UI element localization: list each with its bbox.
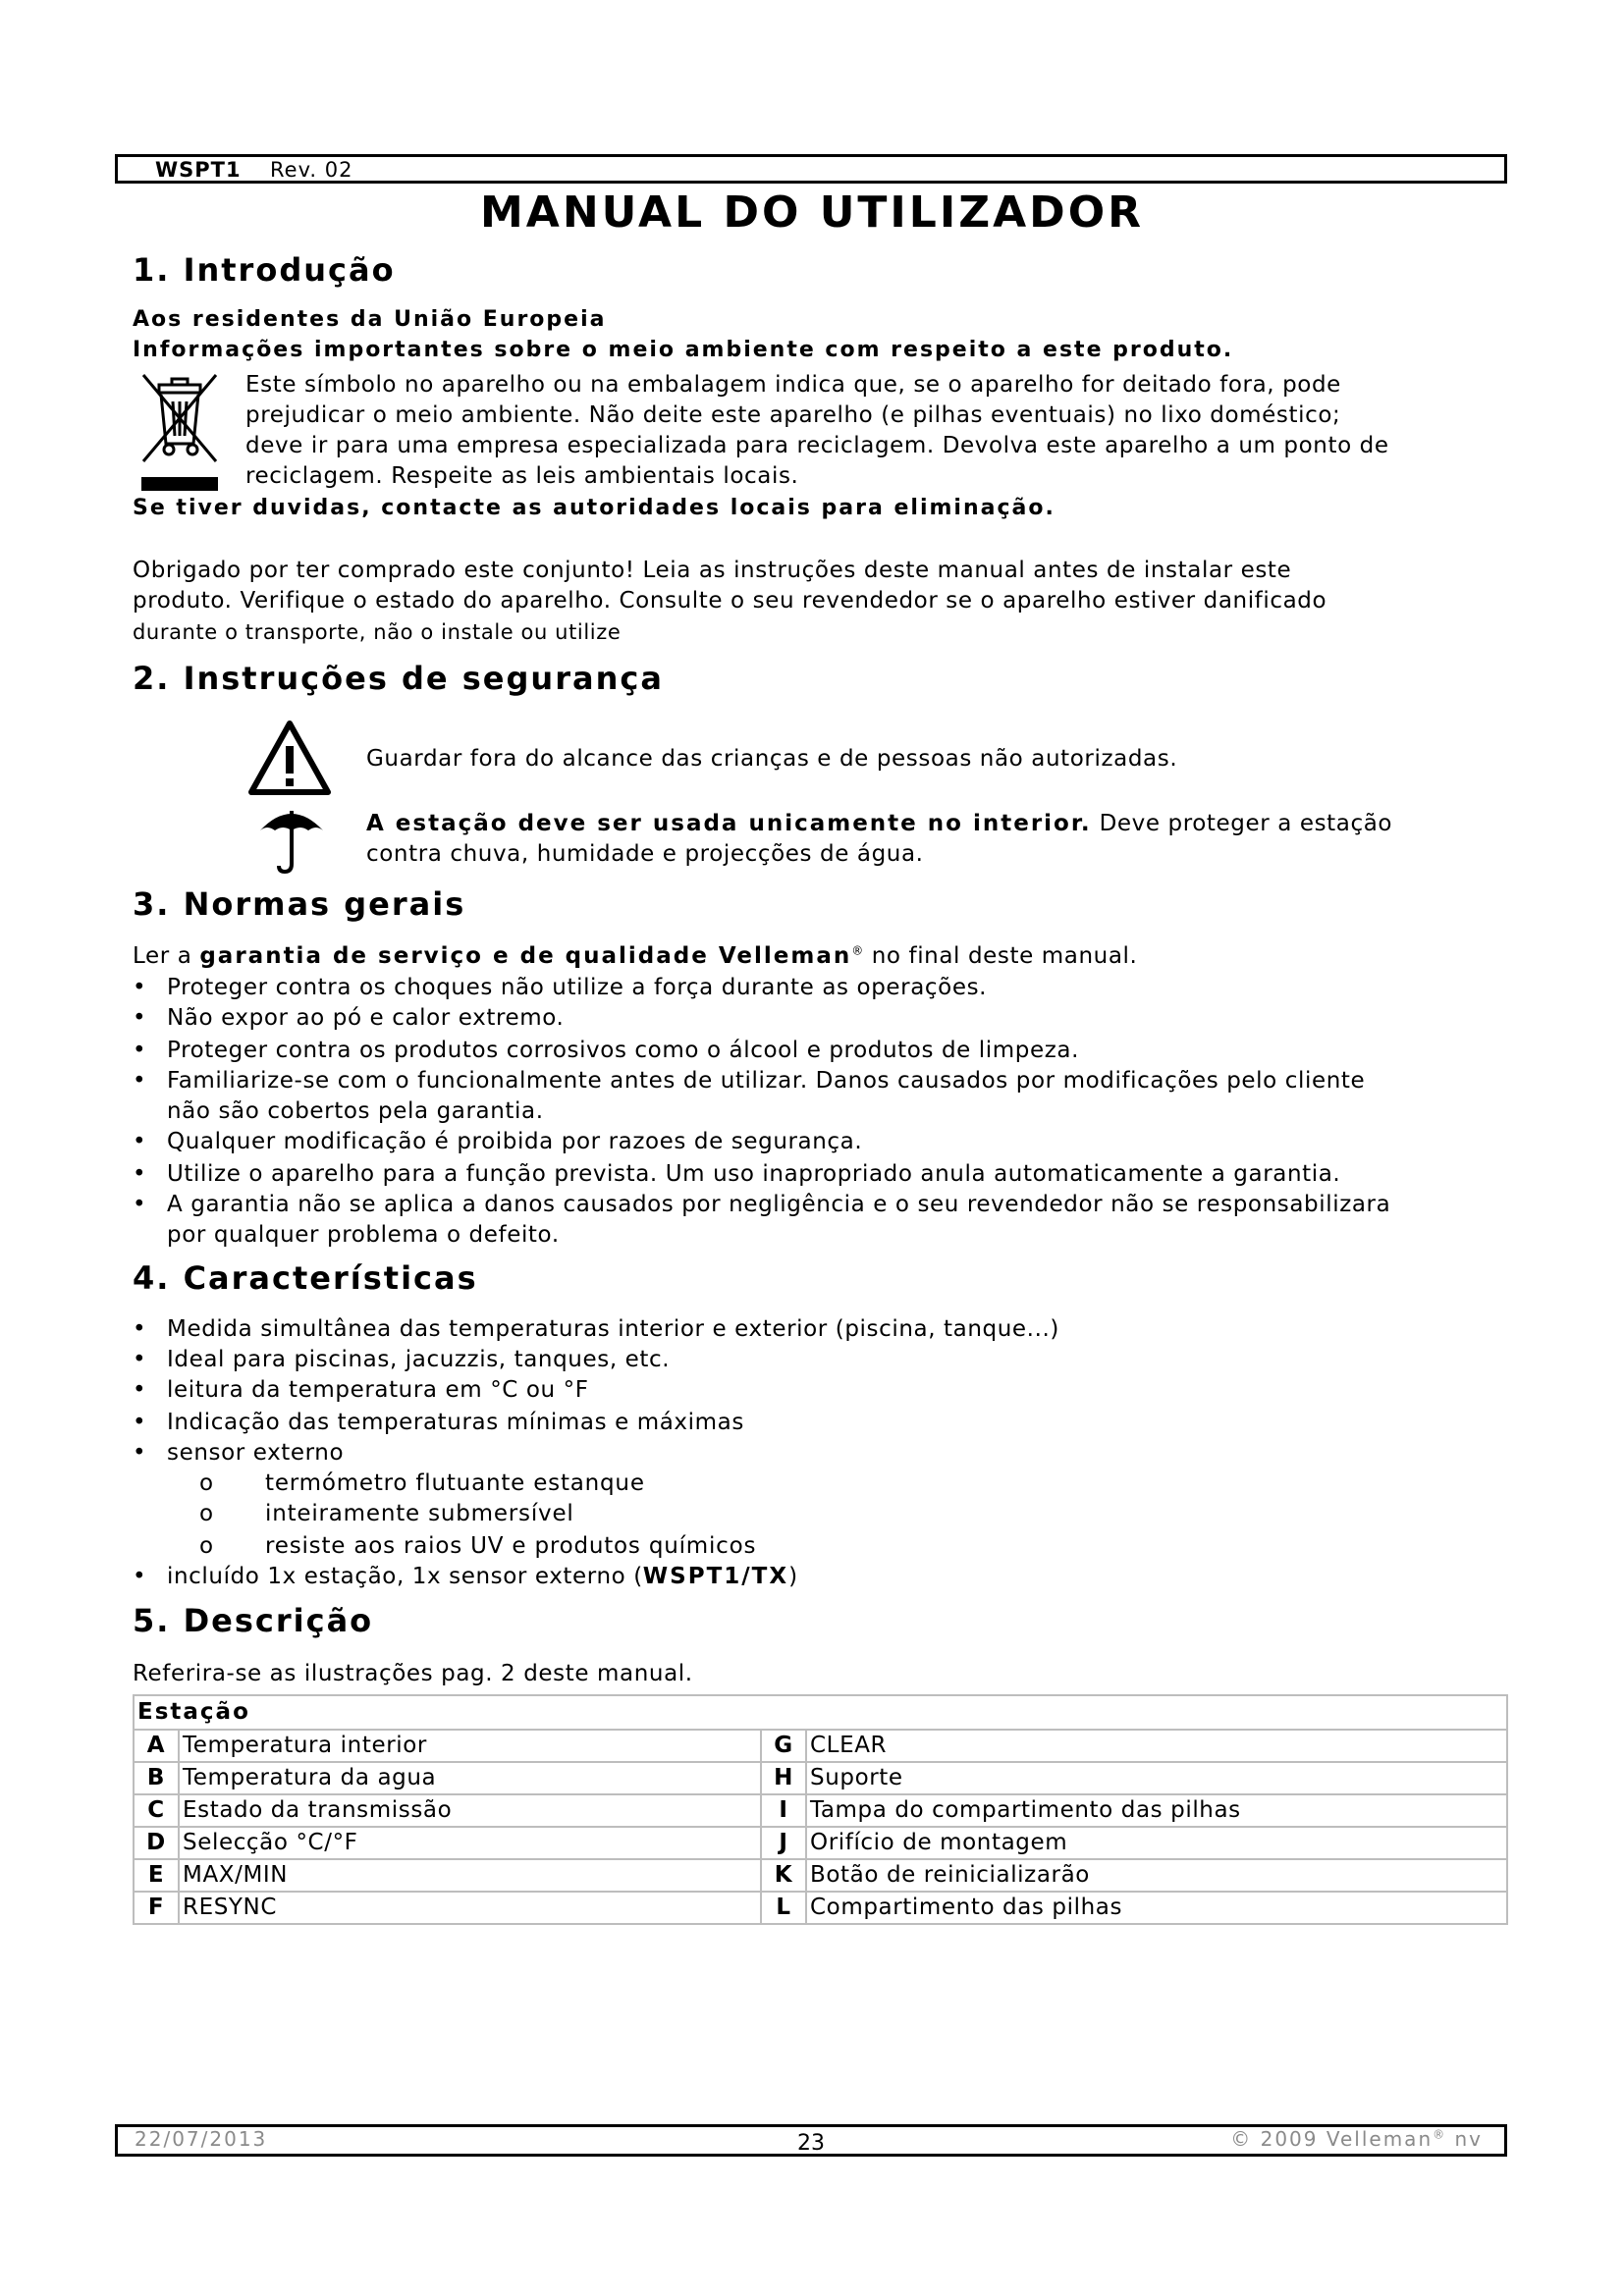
umbrella-icon <box>257 803 326 876</box>
table-row: E MAX/MIN K Botão de reinicializarão <box>134 1859 1507 1892</box>
parts-table <box>133 1694 1508 1925</box>
indoor-use-line-2: contra chuva, humidade e projecções de água. <box>366 841 924 867</box>
weee-bin-icon <box>135 367 224 495</box>
warranty-bold: garantia de serviço e de qualidade Velleman <box>199 943 852 969</box>
sub-list-item: resiste aos raios UV e produtos químicos <box>265 1533 757 1559</box>
footer-bar <box>115 2124 1507 2157</box>
table-row: C Estado da transmissão I Tampa do compartimento das pilhas <box>134 1794 1507 1827</box>
page-number: 23 <box>797 2131 825 2156</box>
thanks-line-1: Obrigado por ter comprado este conjunto! Leia as instruções deste manual antes de instalar este <box>133 558 1292 583</box>
model-number: WSPT1 <box>155 158 242 182</box>
warranty-post: no final deste manual. <box>863 943 1138 969</box>
section-heading-safety: 2. Instruções de segurança <box>133 660 664 697</box>
warning-children: Guardar fora do alcance das crianças e de pessoas não autorizadas. <box>366 746 1178 772</box>
sub-list-item: termómetro flutuante estanque <box>265 1470 645 1496</box>
page-title: MANUAL DO UTILIZADOR <box>480 187 1144 238</box>
sub-list-item: inteiramente submersível <box>265 1501 574 1526</box>
table-row: B Temperatura da agua H Suporte <box>134 1762 1507 1794</box>
section-heading-features: 4. Características <box>133 1259 478 1297</box>
footer-copyright: © 2009 Velleman® nv <box>1230 2127 1483 2151</box>
weee-line-2: prejudicar o meio ambiente. Não deite este aparelho (e pilhas eventuais) no lixo doméstico; <box>245 402 1341 428</box>
header-bar <box>115 154 1507 184</box>
table-row: F RESYNC L Compartimento das pilhas <box>134 1892 1507 1924</box>
revision: Rev. 02 <box>270 158 353 182</box>
registered-mark: ® <box>851 943 864 958</box>
weee-line-3: deve ir para uma empresa especializada para reciclagem. Devolva este aparelho a um ponto de <box>245 433 1389 458</box>
sub-bullet-marker: o <box>199 1533 214 1559</box>
weee-line-4: reciclagem. Respeite as leis ambientais locais. <box>245 463 799 489</box>
thanks-line-2: produto. Verifique o estado do aparelho. Consulte o seu revendedor se o aparelho estiver danificado <box>133 588 1327 614</box>
indoor-use <box>366 811 1392 836</box>
indoor-use-rest: Deve proteger a estação <box>1091 811 1393 836</box>
section-heading-intro: 1. Introdução <box>133 251 396 289</box>
env-info: Informações importantes sobre o meio ambiente com respeito a este produto. <box>133 338 1234 362</box>
table-title: Estação <box>134 1695 1507 1730</box>
footer-date: 22/07/2013 <box>135 2127 268 2151</box>
table-row: A Temperatura interior G CLEAR <box>134 1730 1507 1762</box>
list-item-continuation: por qualquer problema o defeito. <box>167 1222 560 1248</box>
warranty-pre: Ler a <box>133 943 200 969</box>
indoor-use-bold: A estação deve ser usada unicamente no interior. <box>366 811 1092 836</box>
warranty-intro <box>133 943 1137 969</box>
eu-residents: Aos residentes da União Europeia <box>133 307 607 332</box>
warning-triangle-icon <box>247 719 332 797</box>
section-heading-general: 3. Normas gerais <box>133 885 466 923</box>
manual-page: WSPT1 Rev. 02 MANUAL DO UTILIZADOR 1. Introdução Aos residentes da União Europeia Informações importantes sobre o meio ambiente com respeito a este produto. Este símbolo no aparelho ou na embalagem indica que, se o aparelho for deitado fora, pode prejudicar o meio ambiente. Não deite este aparelho (e pilhas eventuais) no lixo doméstico; deve ir para uma empresa especializada para reciclagem. Devolva este aparelho a um ponto de reciclagem. Respeite as leis ambientais locais. Se tiver duvidas, contacte as autoridades locais para eliminação. Obrigado por ter comprado este conjunto! Leia as instruções deste manual antes de instalar este produto. Verifique o estado do aparelho. Consulte o seu revendedor se o aparelho estiver danificado durante o transporte, não o instale ou utilize 2. Instruções de segurança Guardar fora do alcance das crianças e de pessoas não autorizadas. A estação deve ser usada unicamente no interior. Deve proteger a estação contra chuva, humidade e projecções de água. 3. Normas gerais Ler a garantia de serviço e de qualidade Velleman® no final deste manual. • Proteger contra os choques não utilize a força durante as operações. • Não expor ao pó e calor extremo. • Proteger contra os produtos corrosivos como o álcool e produtos de limpeza. • Familiarize-se com o funcionalmente antes de utilizar. Danos causados por modificações pelo cliente não são cobertos pela garantia. • Qualquer modificação é proibida por razoes de segurança. • Utilize o aparelho para a função prevista. Um uso inapropriado anula automaticamente a garantia. • A garantia não se aplica a danos causados por negligência e o seu revendedor não se responsabilizara por qualquer problema o defeito. 4. Características • Medida simultânea das temperaturas interior e exterior (piscina, tanque...) • Ideal para piscinas, jacuzzis, tanques, etc. • leitura da temperatura em °C ou °F • Indicação das temperaturas mínimas e máximas • sensor externo o termómetro flutuante estanque o inteiramente submersível o resiste aos raios UV e produtos químicos • incluído 1x estação, 1x sensor externo (WSPT1/TX) 5. Descrição Referira-se as ilustrações pag. 2 deste manual. Estação A Temperatura interior G CLEAR B Temperatura da agua H Suporte C Estado da transmissão I Tampa do compartimento das pilhas D Selecção °C/°F J Orifício de montagem E MAX/MIN K Botão de reinicializarão F RESYNC L Compartimento das pilhas 22/07/2013 23 © 2009 Velleman® nv <box>0 0 1624 2296</box>
illustration-reference: Referira-se as ilustrações pag. 2 deste manual. <box>133 1661 693 1686</box>
contact-authorities: Se tiver duvidas, contacte as autoridades locais para eliminação. <box>133 496 1056 520</box>
thanks-line-3: durante o transporte, não o instale ou utilize <box>133 620 622 644</box>
list-item-continuation: não são cobertos pela garantia. <box>167 1098 544 1124</box>
sub-bullet-marker: o <box>199 1470 214 1496</box>
weee-line-1: Este símbolo no aparelho ou na embalagem indica que, se o aparelho for deitado fora, pode <box>245 372 1341 398</box>
section-heading-description: 5. Descrição <box>133 1602 374 1639</box>
table-row: D Selecção °C/°F J Orifício de montagem <box>134 1827 1507 1859</box>
sub-bullet-marker: o <box>199 1501 214 1526</box>
